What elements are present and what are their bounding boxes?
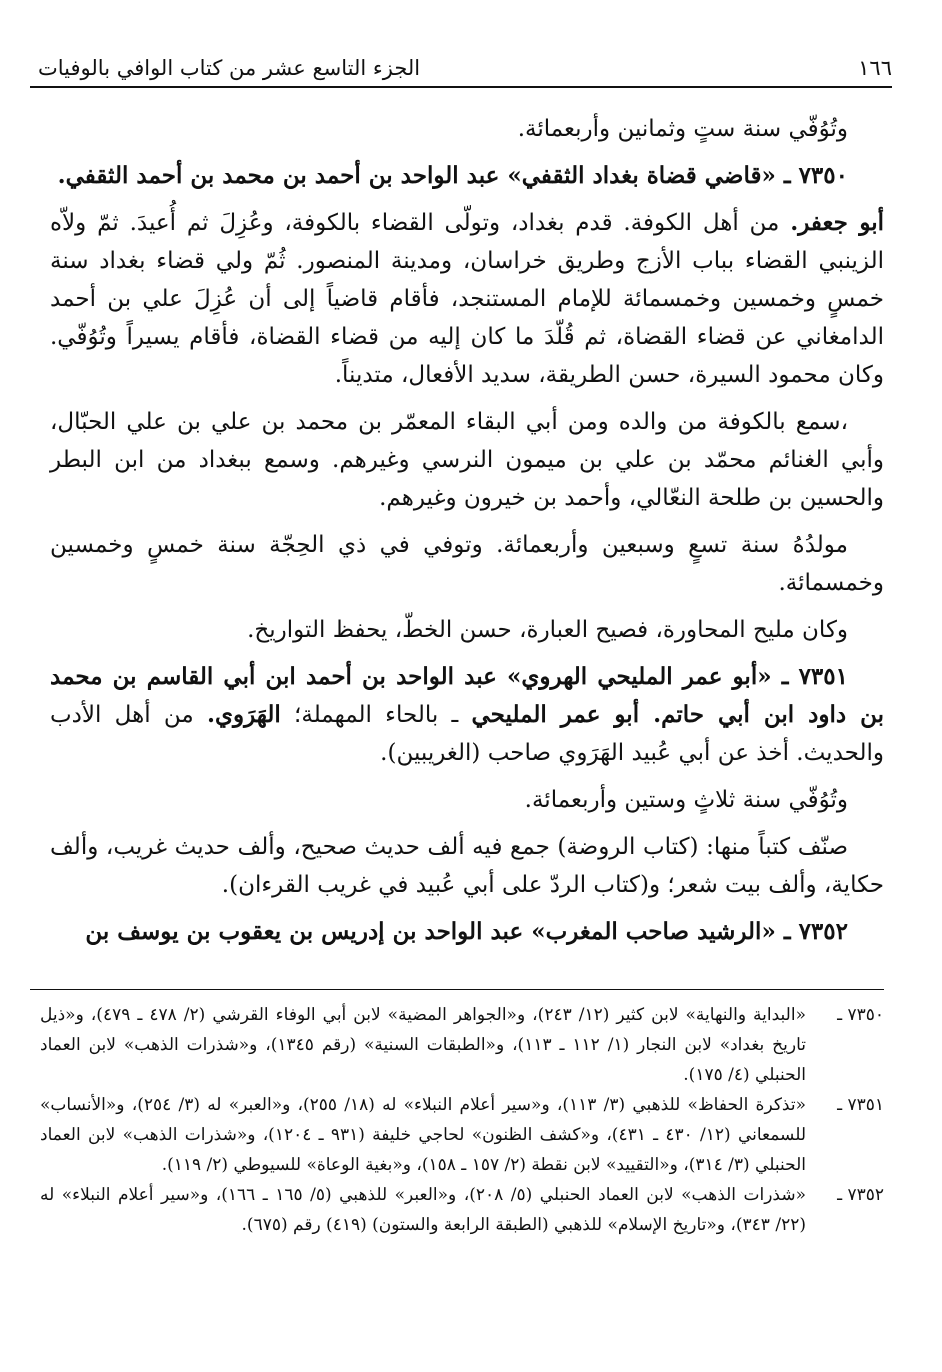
paragraph-death-7351: وتُوُفّي سنة ثلاثٍ وستين وأربعمائة.: [524, 787, 848, 813]
nisba-harawi: الهَرَوي.: [206, 701, 281, 728]
paragraph-works: صنّف كتباً منها: (كتاب الروضة) جمع فيه ألف حديث صحيح، وألف حديث غريب، وألف حكاية، وألف بيت شعر؛ و(كتاب الردّ على أبي عُبيد في غريب القرءان).: [50, 834, 884, 898]
footnote-7351: [40, 1090, 884, 1180]
footnote-number: ٧٣٥٠ ـ: [837, 1005, 884, 1025]
footnote-number: ٧٣٥١ ـ: [837, 1095, 884, 1115]
entry-7351: [50, 658, 884, 772]
entry-heading-7350: ٧٣٥٠ ـ «قاضي قضاة بغداد الثقفي» عبد الواحد بن أحمد بن محمد بن أحمد الثقفي.: [57, 162, 848, 189]
kunya-abu-umar: أبو عمر المليحي: [471, 701, 654, 728]
kunya-abu-jafar: أبو جعفر.: [790, 209, 885, 236]
footnote-number: ٧٣٥٢ ـ: [837, 1185, 884, 1205]
running-title: الجزء التاسع عشر من كتاب الوافي بالوفيات: [38, 56, 421, 80]
footnote-7350: [40, 1000, 884, 1090]
footnote-text: «تذكرة الحفاظ» للذهبي (٣/ ١١٣)، و«سير أعلام النبلاء» له (١٨/ ٢٥٥)، و«العبر» له (٣/ ٢٥٤)، و«الأنساب» للسمعاني (١٢/ ٤٣٠ ـ ٤٣١)، و«كشف الظنون» لحاجي خليفة (٩٣١ ـ ١٢٠٤)، و«شذرات الذهب» لابن العماد الحنبلي (٣/ ٣١٤)، و«التقييد» لابن نقطة (٢/ ١٥٧ ـ ١٥٨)، و«بغية الوعاة» للسيوطي (٢/ ١١٩).: [40, 1095, 807, 1175]
paragraph-birth-death: مولدُهُ سنة تسعٍ وسبعين وأربعمائة. وتوفي في ذي الحِجّة سنة خمسٍ وخمسين وخمسمائة.: [50, 532, 884, 596]
biography-text: من أهل الكوفة. قدم بغداد، وتولّى القضاء بالكوفة، وعُزِلَ ثم أُعيدَ. ثمّ ولاّه الزينبي القضاء بباب الأزج وطريق خراسان، ومدينة المنصور. ثُمّ ولي قضاء بغداد سنة خمسٍ وخمسين وخمسمائة للإمام المستنجد، فأقام قاضياً إلى أن عُزِلَ علي بن أحمد الدامغاني عن قضاء القضاة، ثم قُلّدَ ما كان إليه من قضاء القضاة، فأقام يسيراً وتُوُفّي. وكان محمود السيرة، حسن الطريقة، سديد الأفعال، متديناً.: [50, 210, 884, 388]
footnotes: [40, 1000, 884, 1240]
main-text: [50, 110, 884, 960]
paragraph-death-note: وتُوُفّي سنة ستٍ وثمانين وأربعمائة.: [517, 116, 848, 142]
page-number: ١٦٦: [858, 56, 892, 80]
footnote-text: «شذرات الذهب» لابن العماد الحنبلي (٥/ ٢٠٨)، و«العبر» للذهبي (٥/ ١٦٥ ـ ١٦٦)، و«سير أعلام النبلاء» له (٢٢/ ٣٤٣)، و«تاريخ الإسلام» للذهبي (الطبقة الرابعة والستون) (٤١٩) رقم (٦٧٥).: [40, 1185, 806, 1235]
spelling-note: ـ بالحاء المهملة؛: [280, 702, 472, 728]
page-header: [38, 40, 892, 80]
paragraph-teachers: ،سمع بالكوفة من والده ومن أبي البقاء المعمّر بن محمد بن علي بن علي الحبّال، وأبي الغنائم محمّد بن علي بن ميمون النرسي وغيرهم. وسمع ببغداد من ابن البطر والحسين بن طلحة النعّالي، وأحمد بن خيرون وغيرهم.: [50, 409, 884, 511]
footnote-divider: [30, 989, 884, 990]
paragraph-qualities: وكان مليح المحاورة، فصيح العبارة، حسن الخطّ، يحفظ التواريخ.: [247, 617, 848, 643]
footnote-7352: [40, 1180, 884, 1240]
entry-7351-text: من أهل الأدب والحديث. أخذ عن أبي عُبيد الهَرَوي صاحب (الغريبين).: [50, 702, 884, 766]
footnote-text: «البداية والنهاية» لابن كثير (١٢/ ٢٤٣)، و«الجواهر المضية» لابن أبي الوفاء القرشي (٢/ ٤٧٨ ـ ٤٧٩)، و«ذيل تاريخ بغداد» لابن النجار (١/ ١١٢ ـ ١١٣)، و«الطبقات السنية» (رقم ١٣٤٥)، و«شذرات الذهب» لابن العماد الحنبلي (٤/ ١٧٥).: [40, 1005, 806, 1085]
paragraph-biography-7350: [50, 204, 884, 394]
entry-heading-7352: ٧٣٥٢ ـ «الرشيد صاحب المغرب» عبد الواحد بن إدريس بن يعقوب بن يوسف بن: [85, 918, 848, 945]
entry-heading-7351: ٧٣٥١ ـ «أبو عمر المليحي الهروي» عبد الواحد بن أحمد ابن أبي القاسم بن محمد بن داود ابن أبي حاتم.: [50, 663, 884, 728]
header-divider: [30, 86, 892, 88]
